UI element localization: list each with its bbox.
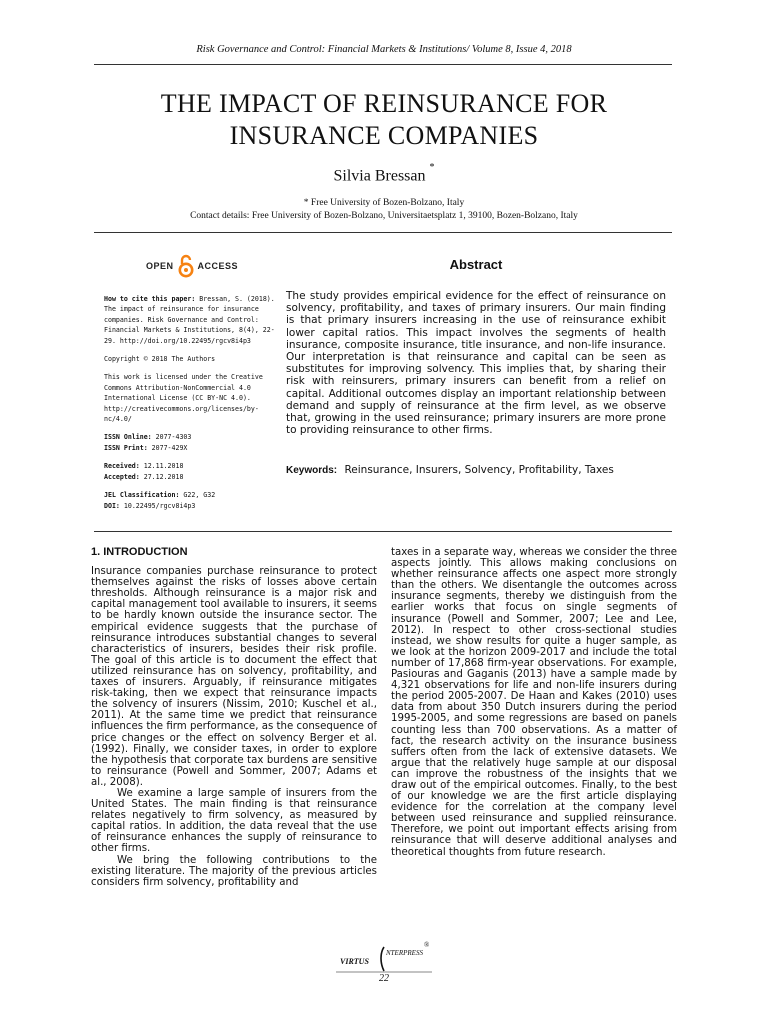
citation-label: How to cite this paper: (104, 295, 196, 303)
doi-label: DOI: (104, 501, 120, 510)
classification-block (104, 490, 276, 511)
title-line-2: INSURANCE COMPANIES (229, 121, 539, 150)
page-number: 22 (379, 973, 389, 984)
issn-online: 2077-4303 (155, 433, 192, 442)
publisher-logo (336, 941, 432, 973)
contact-details: Contact details: Free University of Bozen-Bolzano, Universitaetsplatz 1, 39100, Bozen-Bolzano, Italy (190, 211, 578, 221)
jel-codes: G22, G32 (183, 491, 216, 500)
article-info-sidebar (104, 294, 276, 519)
author-footnote-mark: * (429, 162, 435, 173)
author-text: Silvia Bressan (333, 167, 426, 185)
issn-online-label: ISSN Online: (104, 433, 152, 442)
publisher-name-left: VIRTUS (340, 957, 369, 966)
intro-paragraph-2: We examine a large sample of insurers from the United States. The main finding is that reinsurance relates negatively to firm solvency, as measured by capital ratios. In addition, the data reveal that the use of reinsurance enhances the supply of reinsurance to other firms. (91, 787, 377, 855)
keywords (286, 463, 666, 478)
section-divider (94, 531, 672, 532)
open-access-right-text: ACCESS (197, 261, 239, 271)
paper-title (60, 88, 708, 152)
accepted-date: 27.12.2018 (143, 472, 184, 481)
left-column (91, 547, 377, 888)
running-head: Risk Governance and Control: Financial Markets & Institutions/ Volume 8, Issue 4, 2018 (196, 44, 572, 55)
intro-paragraph-3: We bring the following contributions to the existing literature. The majority of the previous articles considers firm solvency, profitability and (91, 854, 377, 888)
abstract-heading: Abstract (449, 257, 503, 272)
open-lock-icon (178, 254, 194, 278)
header-divider (94, 64, 672, 65)
citation (104, 294, 276, 346)
issn-block (104, 432, 276, 453)
intro-paragraph-1: Insurance companies purchase reinsurance to protect themselves against the risks of losses above certain thresholds. Although reinsurance is a major risk and capital management tool available to insurers, it seems to be hardly known outside the insurance sector. The empirical evidence suggests that the purchase of reinsurance introduces substantial changes to several characteristics of insurers, besides their risk profile. The goal of this article is to document the effect that utilized reinsurance has on solvency, profitability, and taxes of insurers. Arguably, if reinsurance mitigates risk-taking, then we expect that reinsurance impacts the solvency of insurers (Nissim, 2010; Kuschel et al., 2011). At the same time we predict that reinsurance influences the firm performance, as the consequence of price changes or the effect on solvency Berger et al. (1992). Finally, we consider taxes, in order to explore the hypothesis that corporate tax burdens are sensitive to reinsurance (Powell and Sommer, 2007; Adams et al., 2008). (91, 566, 377, 788)
accepted-label: Accepted: (104, 472, 140, 481)
section-heading: 1. INTRODUCTION (91, 546, 188, 558)
intro-paragraph-4: taxes in a separate way, whereas we consider the three aspects jointly. This allows making conclusions on whether reinsurance affects one aspect more strongly than the others. We disentangle the outcomes across insurance segments, thereby we distinguish from the earlier works that focus on single segments of insurance (Powell and Sommer, 2007; Lee and Lee, 2012). In respect to other cross-sectional studies instead, we show results for quite a huger sample, as we look at the horizon 2009-2017 and include the total number of 17,868 firm-year observations. For example, Pasiouras and Gaganis (2013) have a sample made by 4,321 observations for life and non-life insurers during the period 2005-2007. De Haan and Kakes (2010) uses data from about 350 Dutch insurers during the period 1995-2005, and some regressions are based on panels counting less than 700 observations. As a matter of fact, the research activity on the insurance business suffers often from the lack of extensive datasets. We argue that the relatively huge sample at our disposal can improve the robustness of the insights that we draw out of the empirical outcomes. Finally, to the best of our knowledge we are the first article displaying evidence for the correlation at the company level between used reinsurance and supplied reinsurance. Therefore, we point out important effects arising from reinsurance that will deserve additional analyses and theoretical thoughts from future research. (391, 547, 677, 858)
issn-print: 2077-429X (151, 443, 188, 452)
title-divider (94, 232, 672, 233)
doi-value: 10.22495/rgcv8i4p3 (123, 501, 196, 510)
registered-mark: ® (424, 941, 430, 949)
dates-block (104, 461, 276, 482)
open-access-logo (146, 252, 238, 280)
affiliation: * Free University of Bozen-Bolzano, Italy (303, 198, 465, 208)
open-access-left-text: OPEN (146, 261, 174, 271)
jel-label: JEL Classification: (104, 491, 180, 500)
title-line-1: THE IMPACT OF REINSURANCE FOR (160, 89, 608, 118)
author-name (0, 162, 768, 185)
copyright: Copyright © 2018 The Authors (104, 355, 216, 364)
received-label: Received: (104, 462, 140, 471)
issn-print-label: ISSN Print: (104, 443, 148, 452)
citation-text: Bressan, S. (2018). The impact of reinsurance for insurance companies. Risk Governance and Control: Financial Markets & Institutions, 8(4), 22-29. http://doi.org/10.22495/rgcv8i4p3 (104, 295, 275, 345)
right-column (391, 547, 677, 858)
license-text: This work is licensed under the Creative Commons Attribution-NonCommercial 4.0 International License (CC BY-NC 4.0). http://creativecommons.org/licenses/by-nc/4.0/ (104, 373, 263, 424)
abstract-text: The study provides empirical evidence for the effect of reinsurance on solvency, profitability, and taxes of primary insurers. Our main finding is that primary insurers increasing in the use of reinsurance exhibit lower capital ratios. This impact involves the segments of health insurance, composite insurance, title insurance, and non-life insurance. Our interpretation is that reinsurance and capital can be seen as substitutes for improving solvency. This implies that, by sharing their risk with reinsurers, primary insurers can benefit from a relief on capital. Additional outcomes display an important relationship between demand and supply of reinsurance at the firm level, as we observe that, growing in the used reinsurance; primary insurers are more prone to providing reinsurance to other firms. (286, 290, 666, 437)
publisher-name-right: NTERPRESS (386, 949, 423, 957)
keywords-label: Keywords: (286, 465, 338, 476)
received-date: 12.11.2018 (143, 462, 184, 471)
keywords-list: Reinsurance, Insurers, Solvency, Profitability, Taxes (344, 464, 614, 476)
